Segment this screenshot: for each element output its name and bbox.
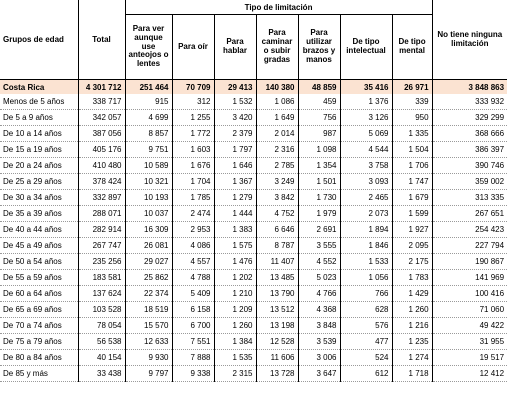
table-row bbox=[0, 254, 507, 270]
cell-oir: 312 bbox=[172, 94, 214, 110]
cell-brazos: 1 501 bbox=[298, 174, 340, 190]
cell-mental: 1 216 bbox=[392, 318, 432, 334]
cell-hablar: 1 209 bbox=[214, 302, 256, 318]
cell-ver: 16 309 bbox=[125, 222, 172, 238]
cell-total: 137 624 bbox=[78, 286, 125, 302]
table-row bbox=[0, 350, 507, 366]
cell-total: 410 480 bbox=[78, 158, 125, 174]
header-no-tiene: No tiene ninguna limitación bbox=[432, 0, 507, 80]
cell-total: 267 747 bbox=[78, 238, 125, 254]
cell-intelectual: 766 bbox=[340, 286, 392, 302]
header-intelectual: De tipo intelectual bbox=[340, 15, 392, 80]
table-row bbox=[0, 238, 507, 254]
cell-oir: 1 704 bbox=[172, 174, 214, 190]
cell-no-tiene: 31 955 bbox=[432, 334, 507, 350]
cell-caminar: 13 485 bbox=[256, 270, 298, 286]
cell-brazos: 3 006 bbox=[298, 350, 340, 366]
cell-caminar: 2 316 bbox=[256, 142, 298, 158]
cell-no-tiene: 267 651 bbox=[432, 206, 507, 222]
cell-hablar: 1 476 bbox=[214, 254, 256, 270]
cell-intelectual: 3 126 bbox=[340, 110, 392, 126]
cell-ver: 25 862 bbox=[125, 270, 172, 286]
table-row bbox=[0, 126, 507, 142]
cell-hablar: 1 535 bbox=[214, 350, 256, 366]
cell-oir: 1 603 bbox=[172, 142, 214, 158]
cell-ver: 251 464 bbox=[125, 80, 172, 95]
cell-intelectual: 3 758 bbox=[340, 158, 392, 174]
cell-oir: 7 888 bbox=[172, 350, 214, 366]
cell-caminar: 140 380 bbox=[256, 80, 298, 95]
header-mental: De tipo mental bbox=[392, 15, 432, 80]
cell-total: 342 057 bbox=[78, 110, 125, 126]
cell-oir: 5 409 bbox=[172, 286, 214, 302]
cell-total: 405 176 bbox=[78, 142, 125, 158]
row-label: De 40 a 44 años bbox=[0, 222, 78, 238]
cell-ver: 9 751 bbox=[125, 142, 172, 158]
cell-no-tiene: 12 412 bbox=[432, 366, 507, 382]
cell-caminar: 13 512 bbox=[256, 302, 298, 318]
cell-brazos: 2 691 bbox=[298, 222, 340, 238]
cell-brazos: 3 647 bbox=[298, 366, 340, 382]
table-row bbox=[0, 190, 507, 206]
cell-intelectual: 3 093 bbox=[340, 174, 392, 190]
cell-intelectual: 4 544 bbox=[340, 142, 392, 158]
cell-brazos: 3 555 bbox=[298, 238, 340, 254]
table-row bbox=[0, 174, 507, 190]
cell-ver: 29 027 bbox=[125, 254, 172, 270]
cell-no-tiene: 368 666 bbox=[432, 126, 507, 142]
table-row bbox=[0, 334, 507, 350]
cell-caminar: 2 785 bbox=[256, 158, 298, 174]
row-label: De 65 a 69 años bbox=[0, 302, 78, 318]
cell-oir: 2 474 bbox=[172, 206, 214, 222]
cell-no-tiene: 3 848 863 bbox=[432, 80, 507, 95]
cell-caminar: 6 646 bbox=[256, 222, 298, 238]
cell-mental: 1 335 bbox=[392, 126, 432, 142]
header-tipo-limitacion: Tipo de limitación bbox=[125, 0, 432, 15]
cell-mental: 1 679 bbox=[392, 190, 432, 206]
cell-brazos: 4 766 bbox=[298, 286, 340, 302]
cell-intelectual: 576 bbox=[340, 318, 392, 334]
row-label: De 20 a 24 años bbox=[0, 158, 78, 174]
cell-ver: 915 bbox=[125, 94, 172, 110]
cell-mental: 1 718 bbox=[392, 366, 432, 382]
cell-hablar: 1 797 bbox=[214, 142, 256, 158]
cell-oir: 1 772 bbox=[172, 126, 214, 142]
cell-ver: 8 857 bbox=[125, 126, 172, 142]
table-row bbox=[0, 222, 507, 238]
cell-ver: 9 930 bbox=[125, 350, 172, 366]
cell-ver: 4 699 bbox=[125, 110, 172, 126]
cell-intelectual: 2 465 bbox=[340, 190, 392, 206]
row-label: De 10 a 14 años bbox=[0, 126, 78, 142]
cell-no-tiene: 390 746 bbox=[432, 158, 507, 174]
cell-ver: 18 519 bbox=[125, 302, 172, 318]
table-row bbox=[0, 302, 507, 318]
row-label: De 45 a 49 años bbox=[0, 238, 78, 254]
cell-total: 282 914 bbox=[78, 222, 125, 238]
table-row bbox=[0, 270, 507, 286]
row-label: Costa Rica bbox=[0, 80, 78, 95]
cell-total: 4 301 712 bbox=[78, 80, 125, 95]
cell-no-tiene: 71 060 bbox=[432, 302, 507, 318]
cell-intelectual: 2 073 bbox=[340, 206, 392, 222]
cell-brazos: 5 023 bbox=[298, 270, 340, 286]
row-label: Menos de 5 años bbox=[0, 94, 78, 110]
header-para-oir: Para oír bbox=[172, 15, 214, 80]
header-para-brazos: Para utilizar brazos y manos bbox=[298, 15, 340, 80]
cell-caminar: 3 842 bbox=[256, 190, 298, 206]
cell-caminar: 13 790 bbox=[256, 286, 298, 302]
cell-hablar: 1 444 bbox=[214, 206, 256, 222]
cell-no-tiene: 141 969 bbox=[432, 270, 507, 286]
header-total: Total bbox=[78, 0, 125, 80]
row-label: De 5 a 9 años bbox=[0, 110, 78, 126]
cell-total: 338 717 bbox=[78, 94, 125, 110]
cell-mental: 950 bbox=[392, 110, 432, 126]
total-row bbox=[0, 80, 507, 95]
cell-hablar: 1 532 bbox=[214, 94, 256, 110]
row-label: De 60 a 64 años bbox=[0, 286, 78, 302]
cell-no-tiene: 19 517 bbox=[432, 350, 507, 366]
cell-mental: 339 bbox=[392, 94, 432, 110]
cell-intelectual: 1 846 bbox=[340, 238, 392, 254]
cell-brazos: 4 552 bbox=[298, 254, 340, 270]
cell-intelectual: 1 894 bbox=[340, 222, 392, 238]
cell-hablar: 1 202 bbox=[214, 270, 256, 286]
row-label: De 70 a 74 años bbox=[0, 318, 78, 334]
cell-mental: 1 783 bbox=[392, 270, 432, 286]
cell-intelectual: 5 069 bbox=[340, 126, 392, 142]
cell-no-tiene: 333 932 bbox=[432, 94, 507, 110]
cell-mental: 26 971 bbox=[392, 80, 432, 95]
cell-hablar: 1 367 bbox=[214, 174, 256, 190]
table-row bbox=[0, 110, 507, 126]
cell-mental: 1 274 bbox=[392, 350, 432, 366]
cell-total: 40 154 bbox=[78, 350, 125, 366]
cell-caminar: 13 728 bbox=[256, 366, 298, 382]
cell-brazos: 459 bbox=[298, 94, 340, 110]
cell-oir: 1 255 bbox=[172, 110, 214, 126]
row-label: De 15 a 19 años bbox=[0, 142, 78, 158]
cell-hablar: 1 575 bbox=[214, 238, 256, 254]
cell-total: 56 538 bbox=[78, 334, 125, 350]
cell-hablar: 1 210 bbox=[214, 286, 256, 302]
table-header bbox=[0, 0, 507, 80]
cell-no-tiene: 386 397 bbox=[432, 142, 507, 158]
cell-oir: 4 788 bbox=[172, 270, 214, 286]
header-para-ver: Para ver aunque use anteojos o lentes bbox=[125, 15, 172, 80]
table-row bbox=[0, 206, 507, 222]
cell-brazos: 48 859 bbox=[298, 80, 340, 95]
cell-mental: 1 599 bbox=[392, 206, 432, 222]
cell-no-tiene: 100 416 bbox=[432, 286, 507, 302]
cell-intelectual: 477 bbox=[340, 334, 392, 350]
cell-brazos: 4 368 bbox=[298, 302, 340, 318]
row-label: De 85 y más bbox=[0, 366, 78, 382]
cell-no-tiene: 313 335 bbox=[432, 190, 507, 206]
cell-mental: 1 235 bbox=[392, 334, 432, 350]
cell-intelectual: 612 bbox=[340, 366, 392, 382]
cell-hablar: 1 383 bbox=[214, 222, 256, 238]
cell-hablar: 3 420 bbox=[214, 110, 256, 126]
cell-mental: 1 706 bbox=[392, 158, 432, 174]
cell-caminar: 1 649 bbox=[256, 110, 298, 126]
cell-ver: 12 633 bbox=[125, 334, 172, 350]
cell-no-tiene: 329 299 bbox=[432, 110, 507, 126]
table-row bbox=[0, 142, 507, 158]
cell-no-tiene: 190 867 bbox=[432, 254, 507, 270]
cell-mental: 1 260 bbox=[392, 302, 432, 318]
header-grupos-edad: Grupos de edad bbox=[0, 0, 78, 80]
cell-ver: 10 589 bbox=[125, 158, 172, 174]
table-row bbox=[0, 94, 507, 110]
cell-intelectual: 524 bbox=[340, 350, 392, 366]
cell-caminar: 1 086 bbox=[256, 94, 298, 110]
cell-no-tiene: 49 422 bbox=[432, 318, 507, 334]
cell-caminar: 11 407 bbox=[256, 254, 298, 270]
cell-mental: 1 927 bbox=[392, 222, 432, 238]
cell-total: 103 528 bbox=[78, 302, 125, 318]
cell-hablar: 2 315 bbox=[214, 366, 256, 382]
cell-brazos: 1 354 bbox=[298, 158, 340, 174]
cell-oir: 1 676 bbox=[172, 158, 214, 174]
cell-total: 33 438 bbox=[78, 366, 125, 382]
cell-brazos: 1 730 bbox=[298, 190, 340, 206]
cell-caminar: 8 787 bbox=[256, 238, 298, 254]
cell-brazos: 1 979 bbox=[298, 206, 340, 222]
cell-mental: 1 504 bbox=[392, 142, 432, 158]
cell-oir: 4 557 bbox=[172, 254, 214, 270]
row-label: De 75 a 79 años bbox=[0, 334, 78, 350]
cell-oir: 6 158 bbox=[172, 302, 214, 318]
cell-mental: 1 747 bbox=[392, 174, 432, 190]
cell-brazos: 3 848 bbox=[298, 318, 340, 334]
row-label: De 25 a 29 años bbox=[0, 174, 78, 190]
cell-mental: 2 175 bbox=[392, 254, 432, 270]
cell-hablar: 29 413 bbox=[214, 80, 256, 95]
cell-mental: 2 095 bbox=[392, 238, 432, 254]
cell-no-tiene: 227 794 bbox=[432, 238, 507, 254]
cell-hablar: 1 260 bbox=[214, 318, 256, 334]
cell-total: 183 581 bbox=[78, 270, 125, 286]
cell-caminar: 2 014 bbox=[256, 126, 298, 142]
cell-caminar: 4 752 bbox=[256, 206, 298, 222]
cell-total: 288 071 bbox=[78, 206, 125, 222]
cell-no-tiene: 254 423 bbox=[432, 222, 507, 238]
table-row bbox=[0, 158, 507, 174]
cell-intelectual: 1 056 bbox=[340, 270, 392, 286]
cell-total: 332 897 bbox=[78, 190, 125, 206]
cell-ver: 10 037 bbox=[125, 206, 172, 222]
cell-hablar: 1 279 bbox=[214, 190, 256, 206]
header-para-caminar: Para caminar o subir gradas bbox=[256, 15, 298, 80]
cell-caminar: 11 606 bbox=[256, 350, 298, 366]
row-label: De 30 a 34 años bbox=[0, 190, 78, 206]
cell-oir: 4 086 bbox=[172, 238, 214, 254]
cell-total: 235 256 bbox=[78, 254, 125, 270]
cell-intelectual: 628 bbox=[340, 302, 392, 318]
cell-hablar: 1 646 bbox=[214, 158, 256, 174]
cell-total: 78 054 bbox=[78, 318, 125, 334]
row-label: De 55 a 59 años bbox=[0, 270, 78, 286]
cell-hablar: 2 379 bbox=[214, 126, 256, 142]
cell-intelectual: 1 376 bbox=[340, 94, 392, 110]
cell-ver: 10 193 bbox=[125, 190, 172, 206]
table-body bbox=[0, 80, 507, 382]
cell-ver: 15 570 bbox=[125, 318, 172, 334]
cell-total: 378 424 bbox=[78, 174, 125, 190]
header-para-hablar: Para hablar bbox=[214, 15, 256, 80]
cell-caminar: 12 528 bbox=[256, 334, 298, 350]
cell-brazos: 3 539 bbox=[298, 334, 340, 350]
cell-intelectual: 1 533 bbox=[340, 254, 392, 270]
cell-oir: 7 551 bbox=[172, 334, 214, 350]
cell-oir: 9 338 bbox=[172, 366, 214, 382]
cell-oir: 6 700 bbox=[172, 318, 214, 334]
cell-no-tiene: 359 002 bbox=[432, 174, 507, 190]
cell-intelectual: 35 416 bbox=[340, 80, 392, 95]
table-row bbox=[0, 318, 507, 334]
cell-ver: 26 081 bbox=[125, 238, 172, 254]
cell-ver: 10 321 bbox=[125, 174, 172, 190]
row-label: De 50 a 54 años bbox=[0, 254, 78, 270]
cell-mental: 1 429 bbox=[392, 286, 432, 302]
cell-hablar: 1 384 bbox=[214, 334, 256, 350]
cell-ver: 22 374 bbox=[125, 286, 172, 302]
cell-total: 387 056 bbox=[78, 126, 125, 142]
cell-oir: 70 709 bbox=[172, 80, 214, 95]
table-row bbox=[0, 366, 507, 382]
cell-brazos: 987 bbox=[298, 126, 340, 142]
cell-caminar: 13 198 bbox=[256, 318, 298, 334]
row-label: De 35 a 39 años bbox=[0, 206, 78, 222]
cell-oir: 2 953 bbox=[172, 222, 214, 238]
table-row bbox=[0, 286, 507, 302]
cell-caminar: 3 249 bbox=[256, 174, 298, 190]
cell-oir: 1 785 bbox=[172, 190, 214, 206]
row-label: De 80 a 84 años bbox=[0, 350, 78, 366]
cell-brazos: 1 098 bbox=[298, 142, 340, 158]
cell-ver: 9 797 bbox=[125, 366, 172, 382]
cell-brazos: 756 bbox=[298, 110, 340, 126]
